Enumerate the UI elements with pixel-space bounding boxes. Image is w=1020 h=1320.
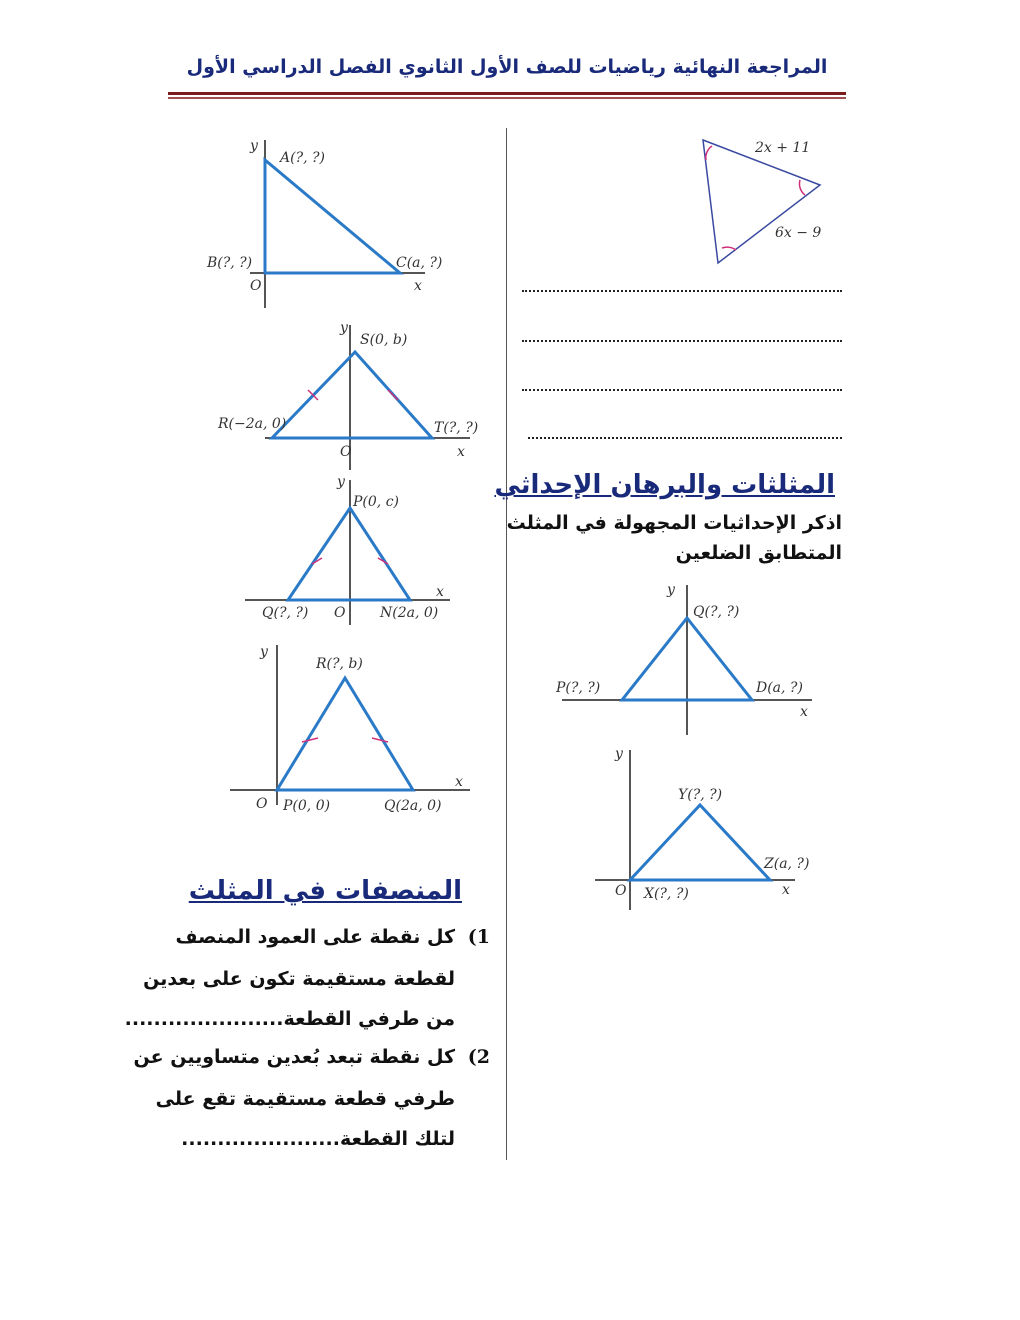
diagram-label: Y(?, ?) [678, 787, 723, 803]
diagram-label: B(?, ?) [207, 255, 253, 271]
item-text: لتلك القطعة...................... [181, 1128, 455, 1150]
section-title-coordinate-proof: المثلثات والبرهان الإحداثي [494, 470, 835, 500]
diagram-label: N(2a, 0) [380, 605, 439, 621]
triangle-expressions [703, 140, 820, 263]
diagram-label: y [340, 320, 348, 336]
diagram-label: S(0, b) [360, 332, 408, 348]
diagram-mark [230, 140, 812, 910]
instruction-text: المتطابق الضلعين [675, 542, 842, 564]
diagram-label: R(?, b) [316, 656, 363, 672]
item-text: كل نقطة تبعد بُعدين متساويين عن [133, 1046, 455, 1068]
diagram-label: C(a, ?) [396, 255, 443, 271]
instruction-text: اذكر الإحداثيات المجهولة في المثلث [506, 512, 842, 534]
diagram-label: x [414, 278, 422, 294]
diagram-label: y [615, 746, 623, 762]
diagram-mark [722, 247, 736, 250]
diagram-mark [799, 180, 805, 195]
diagram-label: Q(2a, 0) [384, 798, 442, 814]
triangle-rpq [277, 678, 413, 790]
item-number: 2) [467, 1046, 490, 1068]
diagram-label: x [457, 444, 465, 460]
diagram-mark [706, 146, 712, 160]
diagram-label: T(?, ?) [434, 420, 479, 436]
triangle-xyz [630, 805, 770, 880]
diagram-label: x [800, 704, 808, 720]
diagram-label: y [260, 644, 268, 660]
item-text: لقطعة مستقيمة تكون على بعدين [143, 968, 455, 990]
diagram-label: x [455, 774, 463, 790]
item-text: من طرفي القطعة...................... [124, 1008, 455, 1030]
item-text: كل نقطة على العمود المنصف [175, 926, 455, 948]
diagram-label: y [667, 582, 675, 598]
triangle-rst [272, 352, 432, 438]
section-title-bisectors: المنصفات في المثلث [188, 876, 462, 906]
diagram-label: P(0, 0) [283, 798, 331, 814]
page-header-title: المراجعة النهائية رياضيات للصف الأول الثانوي الفصل الدراسي الأول [186, 56, 828, 78]
diagram-mark [265, 140, 820, 880]
diagram-label: P(?, ?) [556, 680, 601, 696]
diagram-label: Q(?, ?) [693, 604, 740, 620]
diagram-label: R(−2a, 0) [218, 416, 287, 432]
diagram-mark [302, 738, 318, 742]
congruence-ticks [302, 146, 805, 742]
diagram-label: Z(a, ?) [764, 856, 810, 872]
triangle-abc [265, 160, 400, 273]
diagram-mark [372, 738, 388, 742]
diagram-label: x [782, 882, 790, 898]
diagram-label: X(?, ?) [644, 886, 689, 902]
diagram-label: O [340, 444, 352, 460]
diagram-label: A(?, ?) [280, 150, 325, 166]
diagram-label: O [256, 796, 268, 812]
diagram-label: O [250, 278, 262, 294]
diagram-label: O [615, 883, 627, 899]
diagram-label: Q(?, ?) [262, 605, 309, 621]
diagram-label: x [436, 584, 444, 600]
diagram-label: D(a, ?) [756, 680, 803, 696]
diagram-label: y [337, 474, 345, 490]
diagram-label: y [250, 138, 258, 154]
item-text: طرفي قطعة مستقيمة تقع على [155, 1088, 455, 1110]
diagram-label: P(0, c) [353, 494, 399, 510]
diagram-mark [388, 390, 398, 400]
diagram-label: O [334, 605, 346, 621]
item-number: 1) [467, 926, 490, 948]
diagram-label: 2x + 11 [755, 140, 811, 156]
diagram-label: 6x − 9 [775, 225, 822, 241]
